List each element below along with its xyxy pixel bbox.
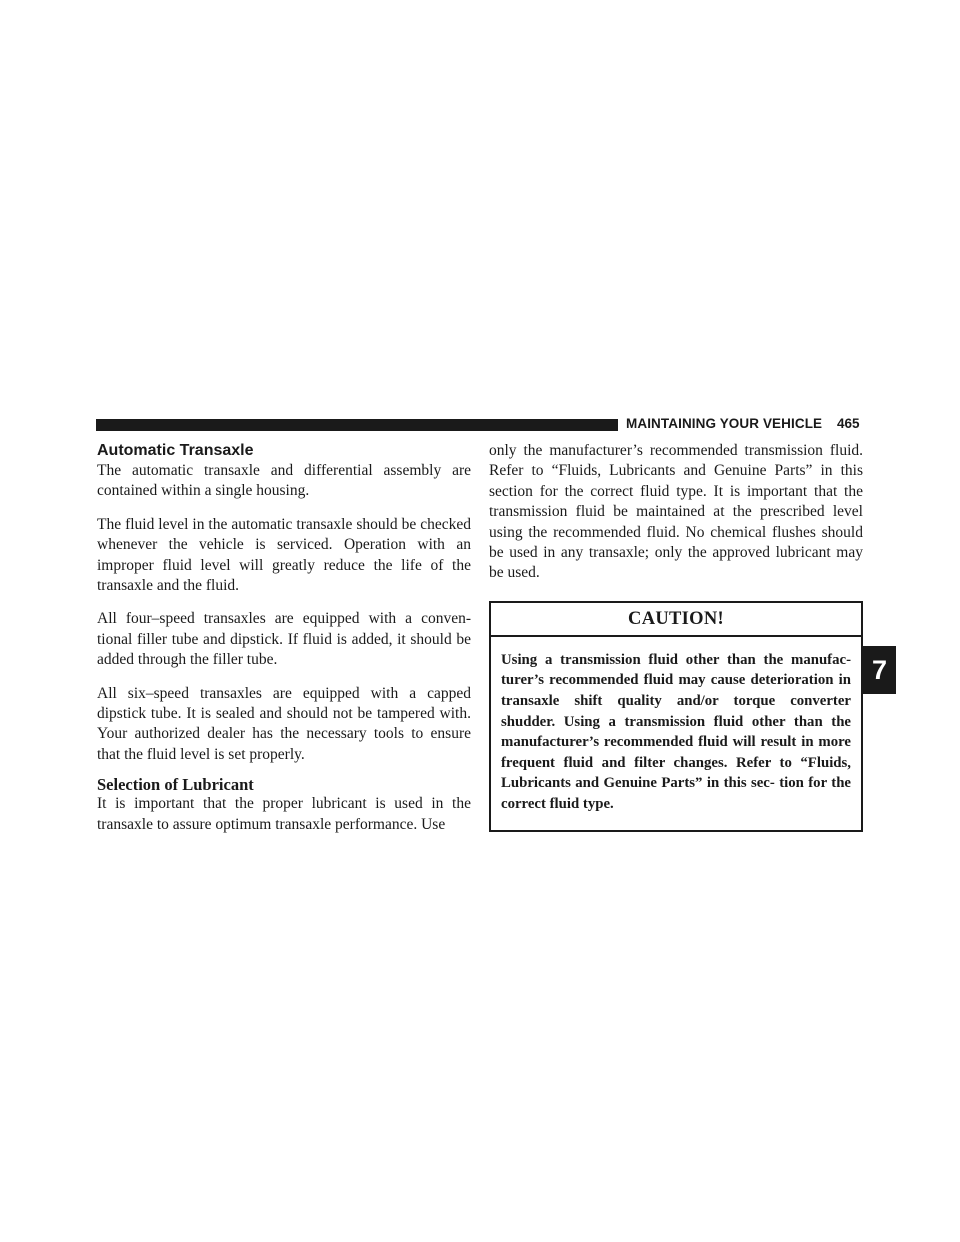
caution-text: Using a transmission fluid other than the manufac- turer’s recommended fluid may cause deterioration in transaxle shift quality and/or torque converter shudder. Using a transmission fluid other than the manufacturer’s recommended fluid will result in more frequent fluid and filter changes. Refer to “Fluids, Lubricants and Genuine Parts” in this sec- tion for the correct fluid type. xyxy=(501,651,851,812)
section-title: Automatic Transaxle xyxy=(97,442,254,459)
right-column xyxy=(489,441,863,832)
body-paragraph: All six–speed transaxles are equipped with a capped dipstick tube. It is sealed and should not be tampered with. Your authorized dealer has the necessary tools to ensure that the fluid level is set properly. xyxy=(97,684,471,763)
body-paragraph: It is important that the proper lubricant is used in the transaxle to assure optimum transaxle performance. Use xyxy=(97,795,471,833)
page-number: 465 xyxy=(837,416,860,431)
body-paragraph: The fluid level in the automatic transaxle should be checked whenever the vehicle is serviced. Operation with an improper fluid level will greatly reduce the life of the transaxle and the fluid. xyxy=(97,515,471,595)
header-rule xyxy=(96,419,618,431)
caution-title: CAUTION! xyxy=(491,603,861,637)
chapter-tab: 7 xyxy=(863,646,896,694)
body-paragraph: only the manufacturer’s recommended transmission fluid. Refer to “Fluids, Lubricants and Genuine Parts” in this section for the correct fluid type. It is important that the transmission fluid be maintained at the prescribed level using the recommended fluid. No chemical flushes should be used in any transaxle; only the approved lubricant may be used. xyxy=(489,442,863,582)
left-column xyxy=(97,441,471,835)
caution-box xyxy=(489,601,863,832)
subsection-title: Selection of Lubricant xyxy=(97,775,254,795)
running-header-section: MAINTAINING YOUR VEHICLE xyxy=(626,416,823,431)
body-paragraph: The automatic transaxle and differential assembly are contained within a single housing. xyxy=(97,462,471,500)
body-paragraph: All four–speed transaxles are equipped with a conven- tional filler tube and dipstick. If fluid is added, it should be added through the filler tube. xyxy=(97,610,471,669)
